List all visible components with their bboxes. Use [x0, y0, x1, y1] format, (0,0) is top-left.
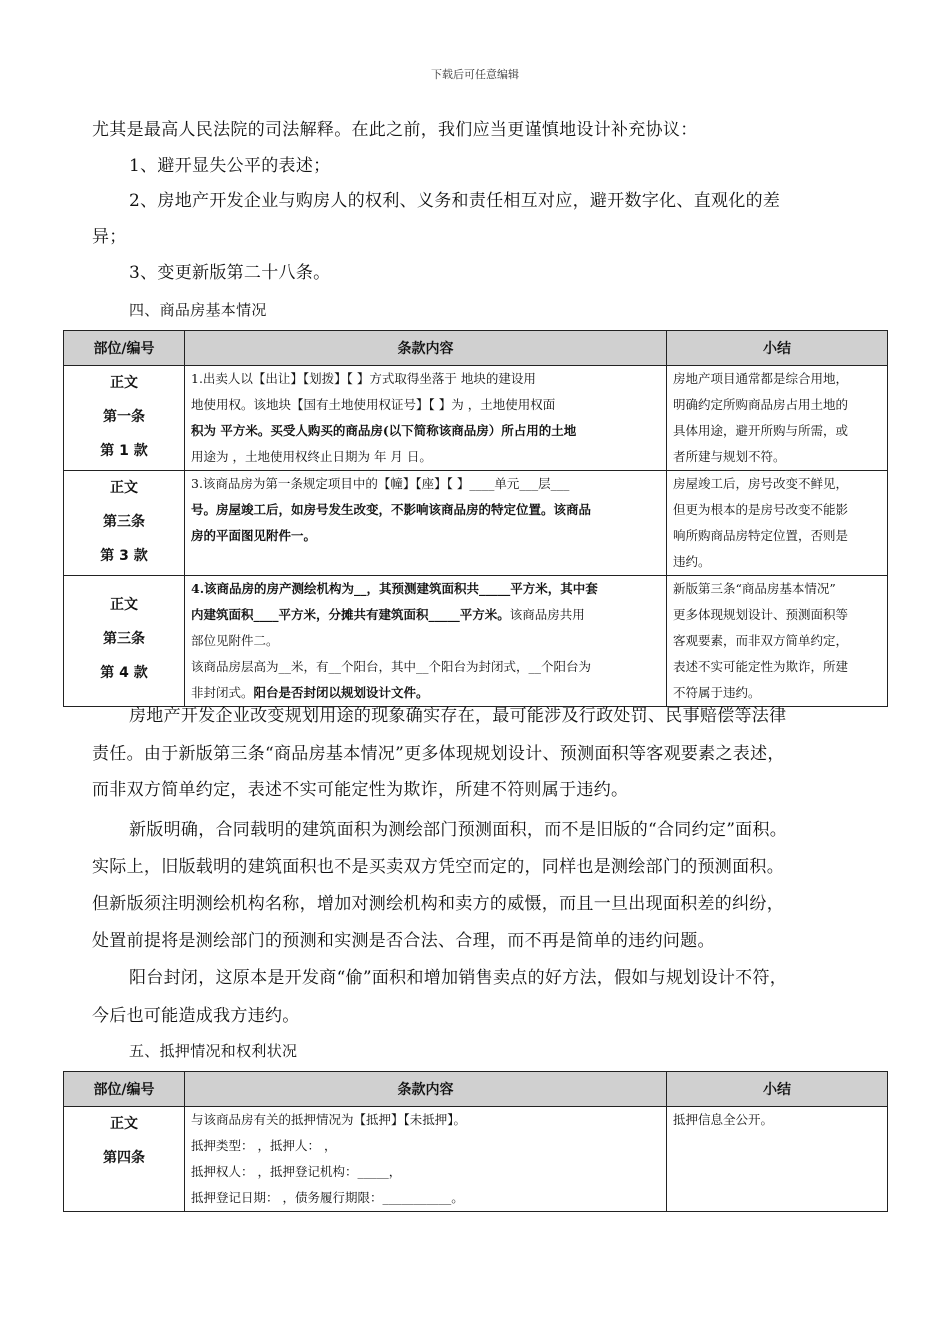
pos-clause: 第 1 款: [100, 443, 148, 459]
table-row: [64, 1107, 888, 1212]
table-row: [64, 576, 888, 707]
row-content: [185, 471, 667, 576]
header-position: 部位/编号: [64, 1072, 185, 1107]
content-line: 与该商品房有关的抵押情况为【抵押】【未抵押】。: [191, 1112, 467, 1127]
intro-item-2: 2、房地产开发企业与购房人的权利、义务和责任相互对应，避开数字化、直观化的差: [129, 191, 781, 211]
row-content: [185, 366, 667, 471]
row-summary: [667, 1107, 888, 1212]
clause-table-mortgage: [63, 1071, 888, 1212]
content-line: 积为 平方米。买受人购买的商品房(以下简称该商品房）所占用的土地: [191, 423, 577, 438]
body-paragraph: 责任。由于新版第三条“商品房基本情况”更多体现规划设计、预测面积等客观要素之表述，: [92, 744, 785, 764]
content-line: 4.该商品房的房产测绘机构为__，其预测建筑面积共_____平方米，其中套: [191, 581, 598, 596]
summary-line: 房地产项目通常都是综合用地，: [673, 371, 849, 386]
summary-line: 表述不实可能定性为欺诈，所建: [673, 659, 849, 674]
content-line: 抵押类型： ，抵押人： ，: [191, 1138, 337, 1153]
body-paragraph: 但新版须注明测绘机构名称，增加对测绘机构和卖方的威慑，而且一旦出现面积差的纠纷，: [92, 894, 784, 914]
header-position: 部位/编号: [64, 331, 185, 366]
body-paragraph: 实际上，旧版载明的建筑面积也不是买卖双方凭空而定的，同样也是测绘部门的预测面积。: [92, 857, 784, 877]
content-line: 部位见附件二。: [191, 633, 279, 648]
content-line: 非封闭式。阳台是否封闭以规划设计文件。: [191, 685, 429, 700]
header-note: 下载后可任意编辑: [431, 68, 519, 81]
summary-line: 明确约定所购商品房占用土地的: [673, 397, 849, 412]
content-line: 该商品房层高为__米，有__个阳台，其中__个阳台为封闭式，__个阳台为: [191, 659, 592, 674]
content-line: 号。房屋竣工后，如房号发生改变，不影响该商品房的特定位置。该商品: [191, 502, 592, 517]
table-row: [64, 471, 888, 576]
clause-table-basic-info: [63, 330, 888, 707]
row-summary: [667, 471, 888, 576]
content-line: 房的平面图见附件一。: [191, 528, 317, 543]
summary-line: 房屋竣工后，房号改变不鲜见，: [673, 476, 849, 491]
content-line: 内建筑面积____平方米，分摊共有建筑面积_____平方米。该商品房共用: [191, 607, 585, 622]
content-line: 用途为 ，土地使用权终止日期为 年 月 日。: [191, 449, 432, 464]
body-paragraph: 处置前提将是测绘部门的预测和实测是否合法、合理，而不再是简单的违约问题。: [92, 931, 715, 951]
body-paragraph: 阳台封闭，这原本是开发商“偷”面积和增加销售卖点的好方法，假如与规划设计不符，: [129, 968, 788, 988]
summary-line: 不符属于违约。: [673, 685, 761, 700]
pos-label: 正文: [110, 1116, 138, 1132]
pos-label: 正文: [110, 375, 138, 391]
summary-line: 但更为根本的是房号改变不能影: [673, 502, 849, 517]
pos-article: 第一条: [103, 409, 145, 425]
header-content: 条款内容: [185, 1072, 667, 1107]
header-summary: 小结: [667, 1072, 888, 1107]
row-position: [64, 576, 185, 707]
row-position: [64, 471, 185, 576]
pos-label: 正文: [110, 597, 138, 613]
summary-line: 新版第三条“商品房基本情况”: [673, 581, 836, 596]
body-paragraph: 今后也可能造成我方违约。: [92, 1006, 300, 1026]
content-line: 地使用权。该地块【国有土地使用权证号】【 】为 ，土地使用权面: [191, 397, 556, 412]
header-content: 条款内容: [185, 331, 667, 366]
table-header-row: [64, 331, 888, 366]
row-summary: [667, 366, 888, 471]
row-content: [185, 1107, 667, 1212]
row-position: [64, 1107, 185, 1212]
summary-line: 响所购商品房特定位置，否则是: [673, 528, 849, 543]
content-line: 抵押权人： ，抵押登记机构：_____，: [191, 1164, 402, 1179]
intro-line: 尤其是最高人民法院的司法解释。在此之前，我们应当更谨慎地设计补充协议：: [92, 120, 698, 140]
table-header-row: [64, 1072, 888, 1107]
row-content: [185, 576, 667, 707]
row-position: [64, 366, 185, 471]
intro-item-1: 1、避开显失公平的表述；: [129, 156, 331, 176]
pos-article: 第四条: [103, 1150, 145, 1166]
summary-line: 者所建与规划不符。: [673, 449, 786, 464]
intro-item-3: 3、变更新版第二十八条。: [129, 263, 331, 283]
summary-line: 抵押信息全公开。: [673, 1112, 774, 1127]
summary-line: 更多体现规划设计、预测面积等: [673, 607, 849, 622]
section-5-title: 五、抵押情况和权利状况: [129, 1042, 298, 1060]
content-line: 1.出卖人以【出让】【划拨】【 】方式取得坐落于 地块的建设用: [191, 371, 536, 386]
intro-item-2-cont: 异；: [92, 227, 127, 247]
content-line: 抵押登记日期： ，债务履行期限：___________。: [191, 1190, 464, 1205]
body-paragraph: 新版明确，合同载明的建筑面积为测绘部门预测面积，而不是旧版的“合同约定”面积。: [129, 820, 788, 840]
body-paragraph: 房地产开发企业改变规划用途的现象确实存在，最可能涉及行政处罚、民事赔偿等法律: [129, 706, 787, 726]
pos-article: 第三条: [103, 514, 145, 530]
table-row: [64, 366, 888, 471]
pos-label: 正文: [110, 480, 138, 496]
body-paragraph: 而非双方简单约定，表述不实可能定性为欺诈，所建不符则属于违约。: [92, 780, 629, 800]
section-4-title: 四、商品房基本情况: [129, 301, 267, 319]
summary-line: 客观要素，而非双方简单约定，: [673, 633, 849, 648]
content-line: 3.该商品房为第一条规定项目中的【幢】【座】【 】____单元___层___: [191, 476, 570, 491]
summary-line: 具体用途，避开所购与所需，或: [673, 423, 849, 438]
header-summary: 小结: [667, 331, 888, 366]
pos-clause: 第 4 款: [100, 665, 148, 681]
pos-clause: 第 3 款: [100, 548, 148, 564]
row-summary: [667, 576, 888, 707]
pos-article: 第三条: [103, 631, 145, 647]
summary-line: 违约。: [673, 554, 711, 569]
